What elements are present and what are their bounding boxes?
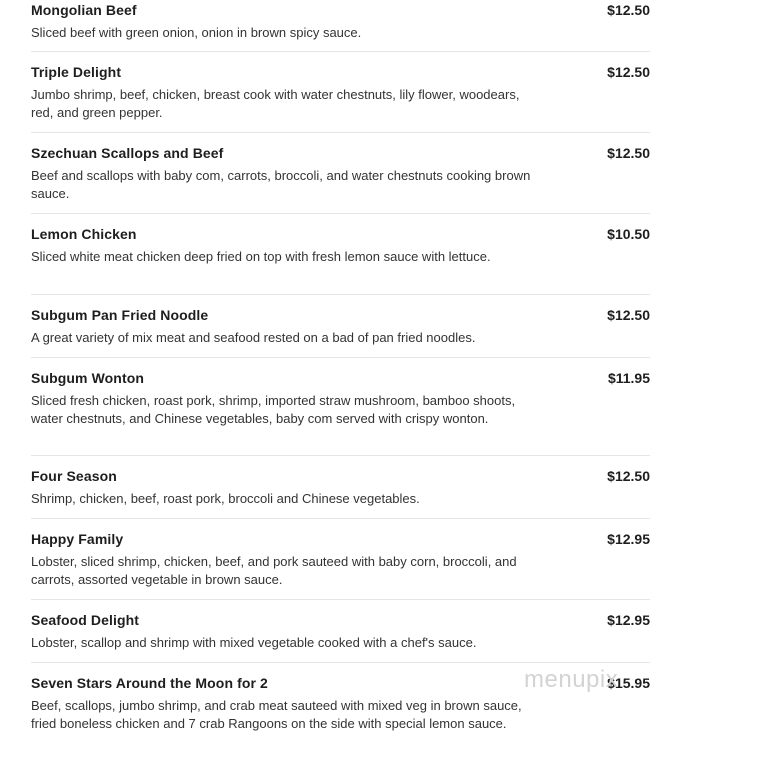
item-price: $10.50 [607,226,650,242]
item-name: Four Season [31,468,117,484]
menu-item [31,600,650,663]
item-description: Jumbo shrimp, beef, chicken, breast cook with water chestnuts, lily flower, woodears, red, and green pepper. [31,87,520,120]
menu-item [31,358,650,456]
item-name: Lemon Chicken [31,226,137,242]
item-description: Sliced fresh chicken, roast pork, shrimp, imported straw mushroom, bamboo shoots, water chestnuts, and Chinese vegetables, baby com served with crispy wonton. [31,393,516,426]
item-price: $12.50 [607,2,650,18]
item-description: A great variety of mix meat and seafood rested on a bad of pan fried noodles. [31,330,476,345]
item-description: Beef and scallops with baby com, carrots, broccoli, and water chestnuts cooking brown sauce. [31,168,531,201]
item-name: Seven Stars Around the Moon for 2 [31,675,268,691]
item-price: $12.95 [607,531,650,547]
item-description: Sliced white meat chicken deep fried on top with fresh lemon sauce with lettuce. [31,249,491,264]
item-description: Lobster, sliced shrimp, chicken, beef, and pork sauteed with baby corn, broccoli, and carrots, assorted vegetable in brown sauce. [31,554,517,587]
menu-item [31,663,650,761]
item-name: Triple Delight [31,64,122,80]
menu-item [31,133,650,214]
item-name: Seafood Delight [31,612,140,628]
item-name: Subgum Wonton [31,370,145,386]
item-price: $12.50 [607,468,650,484]
item-name: Szechuan Scallops and Beef [31,145,224,161]
item-name: Subgum Pan Fried Noodle [31,307,209,323]
item-name: Happy Family [31,531,124,547]
item-description: Lobster, scallop and shrimp with mixed vegetable cooked with a chef's sauce. [31,635,477,650]
item-price: $12.50 [607,145,650,161]
item-price: $12.95 [607,612,650,628]
item-description: Sliced beef with green onion, onion in brown spicy sauce. [31,25,362,40]
menu-list [31,0,650,761]
item-price: $11.95 [607,370,650,386]
menu-item [31,295,650,358]
item-price: $12.50 [607,307,650,323]
menu-item [31,456,650,519]
menu-item [31,0,650,52]
menu-item [31,519,650,600]
item-description: Shrimp, chicken, beef, roast pork, broccoli and Chinese vegetables. [31,491,420,506]
item-description: Beef, scallops, jumbo shrimp, and crab meat sauteed with mixed veg in brown sauce, fried boneless chicken and 7 crab Rangoons on the side with special lemon sauce. [31,698,522,731]
menu-item [31,214,650,295]
menu-item [31,52,650,133]
item-name: Mongolian Beef [31,2,137,18]
menupix-watermark: menupix [524,666,619,693]
item-price: $12.50 [607,64,650,80]
item-price: $15.95 [607,675,650,691]
